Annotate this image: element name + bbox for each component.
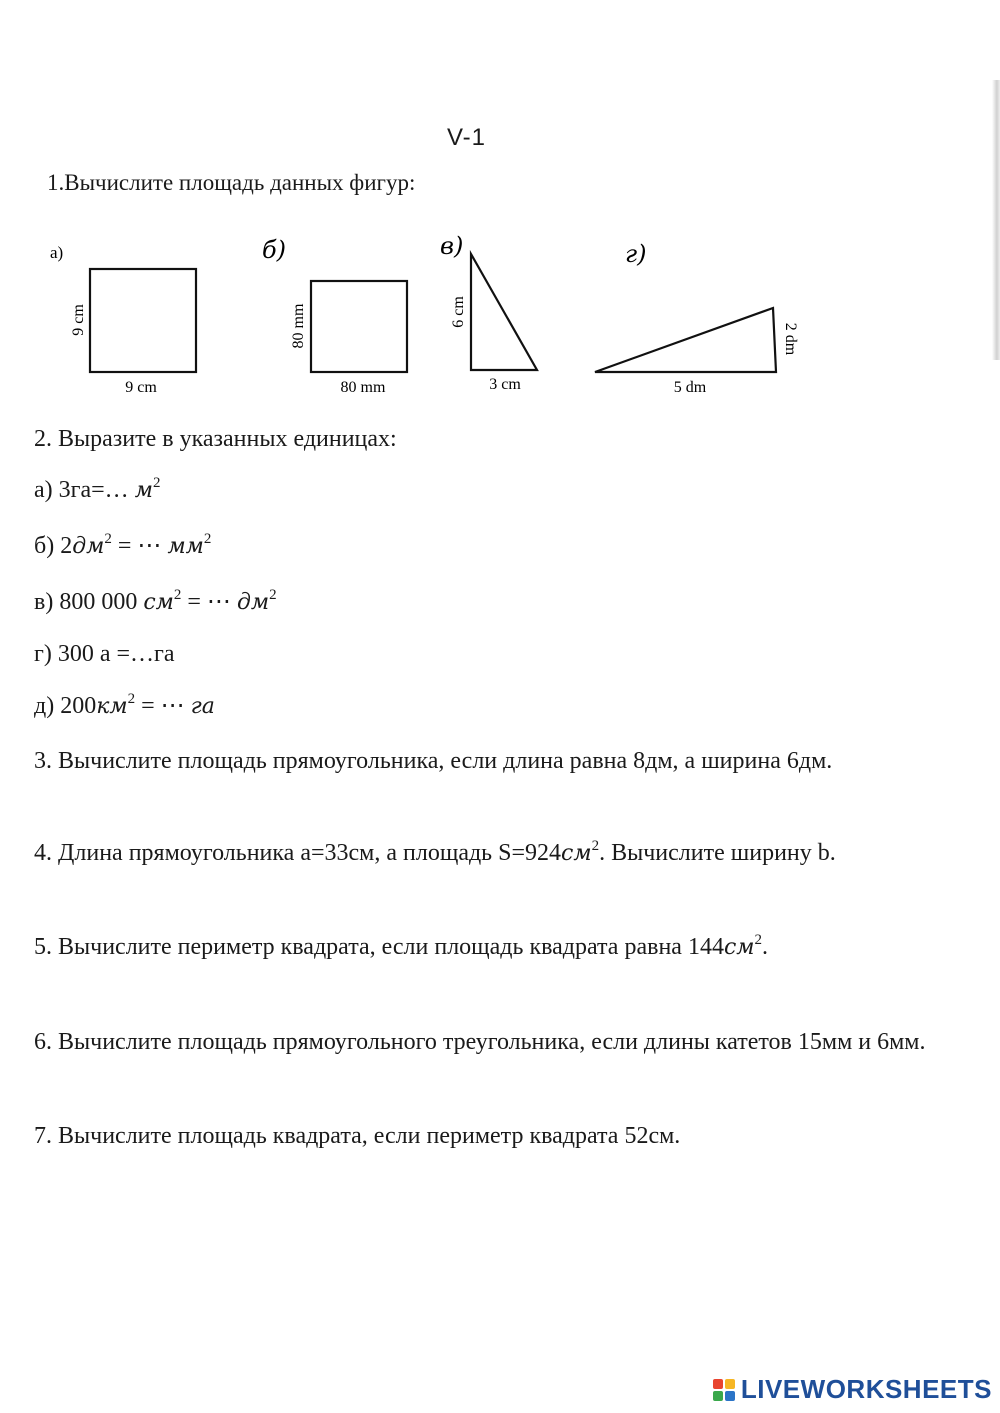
task5-text-after: . xyxy=(762,934,769,960)
task2-item-v xyxy=(34,586,277,619)
variant-label: V-1 xyxy=(447,124,487,151)
task4-exp: 2 xyxy=(591,838,600,854)
task2-item-b-rel: = ⋯ xyxy=(111,533,168,559)
task2-item-d xyxy=(34,690,215,723)
task5-exp: 2 xyxy=(754,932,763,948)
task2-item-v-rel: = ⋯ xyxy=(181,589,237,615)
task5-unit: см xyxy=(723,935,755,960)
task2-item-d-text: д) 200 xyxy=(34,693,97,719)
task2-item-b-exp-left: 2 xyxy=(104,531,112,547)
figure-v-bottom-label: 3 cm xyxy=(489,376,521,393)
task6: 6. Вычислите площадь прямоугольного треугольника, если длины катетов 15мм и 6мм. xyxy=(34,1029,926,1055)
figure-g-side-label: 2 dm xyxy=(782,322,799,356)
task2-item-v-right-unit: дм xyxy=(236,590,270,615)
task2-item-b-right-unit: мм xyxy=(167,534,204,559)
figure-a-side-label: 9 cm xyxy=(70,304,87,336)
task2-item-b xyxy=(34,530,211,563)
task2-item-d-rel: = ⋯ xyxy=(135,693,191,719)
figure-v xyxy=(440,232,537,393)
figures-drawing xyxy=(0,222,1000,412)
task2-item-d-right-unit: га xyxy=(190,694,215,719)
task2-item-a-unit: м xyxy=(134,478,153,503)
figure-v-side-label: 6 cm xyxy=(450,296,467,328)
task4-text-after: . Вычислите ширину b. xyxy=(599,840,836,866)
task2-item-a-exp: 2 xyxy=(152,475,161,491)
liveworksheets-logo-icon xyxy=(713,1379,735,1401)
figure-a xyxy=(50,243,196,396)
task2-item-a-text: а) 3га=… xyxy=(34,477,135,503)
task4 xyxy=(34,836,936,871)
task4-text: 4. Длина прямоугольника а=33см, а площадь S=924 xyxy=(34,840,562,866)
task5-text: 5. Вычислите периметр квадрата, если площадь квадрата равна 144 xyxy=(34,934,724,960)
task2-item-v-left-unit: см xyxy=(143,590,174,615)
logo-square-1 xyxy=(713,1379,723,1389)
task2-item-d-left-unit: км xyxy=(96,694,128,719)
liveworksheets-footer xyxy=(713,1374,992,1405)
figure-a-bottom-label: 9 cm xyxy=(125,379,157,396)
task2-item-b-text: б) 2 xyxy=(34,533,73,559)
figure-g-triangle xyxy=(595,308,776,372)
task1-figures xyxy=(0,222,1000,412)
task1-title: 1.Вычислите площадь данных фигур: xyxy=(47,170,416,195)
task2-item-a xyxy=(34,474,160,507)
task2-item-v-exp-right: 2 xyxy=(269,587,277,603)
figure-a-square xyxy=(90,269,196,372)
task2-item-b-left-unit: дм xyxy=(72,534,105,559)
figure-v-triangle xyxy=(471,254,537,370)
logo-square-2 xyxy=(725,1379,735,1389)
figure-b-bottom-label: 80 mm xyxy=(340,379,386,396)
figure-b-square xyxy=(311,281,407,372)
task2-item-v-text: в) 800 000 xyxy=(34,589,144,615)
task2-item-b-exp-right: 2 xyxy=(203,531,212,547)
figure-g-label: г) xyxy=(625,240,647,268)
task7: 7. Вычислите площадь квадрата, если периметр квадрата 52см. xyxy=(34,1123,681,1149)
figure-a-label: а) xyxy=(50,243,64,262)
task5 xyxy=(34,930,936,965)
task4-unit: см xyxy=(561,841,592,866)
task2-title: 2. Выразите в указанных единицах: xyxy=(34,426,397,452)
task2-item-v-exp-left: 2 xyxy=(173,587,182,603)
liveworksheets-brand: LIVEWORKSHEETS xyxy=(740,1374,992,1404)
task2-item-d-exp: 2 xyxy=(127,691,136,707)
task3: 3. Вычислите площадь прямоугольника, если длина равна 8дм, а ширина 6дм. xyxy=(34,748,833,774)
figure-b-side-label: 80 mm xyxy=(290,303,307,349)
figure-b xyxy=(262,236,407,396)
figure-v-label: в) xyxy=(440,232,464,260)
logo-square-3 xyxy=(713,1391,723,1401)
logo-square-4 xyxy=(725,1391,735,1401)
task2-item-g: г) 300 а =…га xyxy=(34,641,175,667)
figure-g xyxy=(595,240,799,396)
figure-b-label: б) xyxy=(262,236,287,264)
figure-g-bottom-label: 5 dm xyxy=(673,379,707,396)
